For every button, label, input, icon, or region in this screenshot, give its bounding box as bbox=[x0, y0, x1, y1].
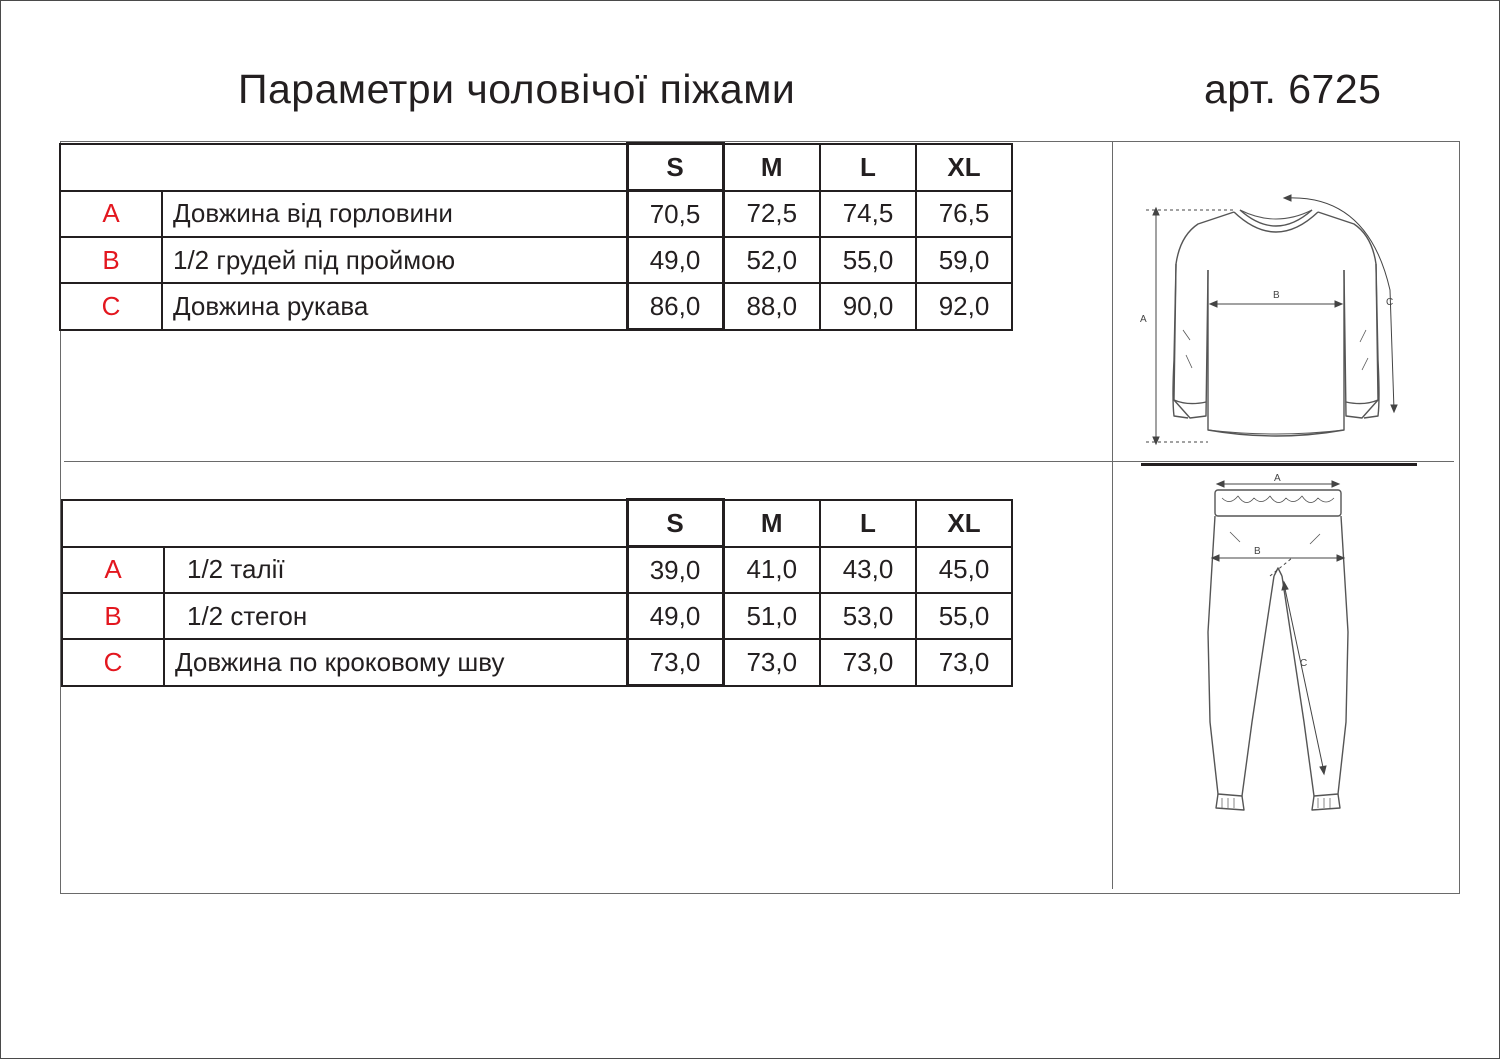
value-m: 52,0 bbox=[723, 237, 820, 283]
value-s: 39,0 bbox=[627, 547, 723, 594]
row-parameter: 1/2 грудей під проймою bbox=[162, 237, 627, 283]
value-m: 51,0 bbox=[723, 593, 820, 639]
value-xl: 92,0 bbox=[916, 283, 1012, 330]
header-blank-cell bbox=[60, 144, 627, 191]
value-s: 49,0 bbox=[627, 593, 723, 639]
dimension-label-a: A bbox=[1140, 314, 1147, 325]
table-row bbox=[60, 191, 1012, 238]
row-parameter: Довжина по кроковому шву bbox=[164, 639, 627, 686]
table-row bbox=[60, 283, 1012, 330]
value-m: 41,0 bbox=[723, 547, 820, 594]
table-row bbox=[60, 237, 1012, 283]
dimension-label-c: C bbox=[1300, 658, 1308, 669]
value-xl: 76,5 bbox=[916, 191, 1012, 238]
row-letter: C bbox=[62, 639, 164, 686]
size-header-m: M bbox=[723, 144, 820, 191]
size-header-xl: XL bbox=[916, 500, 1012, 547]
value-s: 86,0 bbox=[627, 283, 723, 330]
article-number: арт. 6725 bbox=[1204, 66, 1382, 112]
table-row bbox=[62, 547, 1012, 594]
size-header-s: S bbox=[627, 144, 723, 191]
pants-sketch-illustration bbox=[1190, 472, 1370, 822]
size-header-l: L bbox=[820, 500, 916, 547]
row-letter: B bbox=[62, 593, 164, 639]
pants-size-table bbox=[61, 498, 1013, 687]
value-l: 90,0 bbox=[820, 283, 916, 330]
value-l: 53,0 bbox=[820, 593, 916, 639]
value-s: 73,0 bbox=[627, 639, 723, 686]
row-letter: B bbox=[60, 237, 162, 283]
value-m: 88,0 bbox=[723, 283, 820, 330]
value-l: 55,0 bbox=[820, 237, 916, 283]
value-l: 74,5 bbox=[820, 191, 916, 238]
row-letter: A bbox=[62, 547, 164, 594]
row-parameter: Довжина рукава bbox=[162, 283, 627, 330]
value-s: 49,0 bbox=[627, 237, 723, 283]
table-header-row bbox=[60, 144, 1012, 191]
shirt-sketch-illustration bbox=[1128, 180, 1428, 455]
value-xl: 45,0 bbox=[916, 547, 1012, 594]
dimension-label-c: C bbox=[1386, 297, 1394, 308]
size-header-l: L bbox=[820, 144, 916, 191]
vertical-divider bbox=[1112, 141, 1113, 889]
value-xl: 59,0 bbox=[916, 237, 1012, 283]
dimension-label-b: B bbox=[1254, 546, 1261, 557]
table-row bbox=[62, 639, 1012, 686]
value-xl: 73,0 bbox=[916, 639, 1012, 686]
row-letter: C bbox=[60, 283, 162, 330]
shirt-size-table bbox=[59, 142, 1013, 331]
table-header-row bbox=[62, 500, 1012, 547]
page-title: Параметри чоловічої піжами bbox=[238, 66, 796, 112]
table-row bbox=[62, 593, 1012, 639]
value-m: 73,0 bbox=[723, 639, 820, 686]
section-divider bbox=[64, 461, 1454, 462]
dimension-label-a: A bbox=[1274, 473, 1281, 484]
size-header-m: M bbox=[723, 500, 820, 547]
value-xl: 55,0 bbox=[916, 593, 1012, 639]
size-header-s: S bbox=[627, 500, 723, 547]
sketch-divider bbox=[1141, 463, 1417, 466]
dimension-label-b: B bbox=[1273, 290, 1280, 301]
value-s: 70,5 bbox=[627, 191, 723, 238]
size-header-xl: XL bbox=[916, 144, 1012, 191]
row-letter: A bbox=[60, 191, 162, 238]
value-m: 72,5 bbox=[723, 191, 820, 238]
header-blank-cell bbox=[62, 500, 627, 547]
value-l: 43,0 bbox=[820, 547, 916, 594]
row-parameter: 1/2 стегон bbox=[164, 593, 627, 639]
row-parameter: 1/2 талії bbox=[164, 547, 627, 594]
row-parameter: Довжина від горловини bbox=[162, 191, 627, 238]
value-l: 73,0 bbox=[820, 639, 916, 686]
